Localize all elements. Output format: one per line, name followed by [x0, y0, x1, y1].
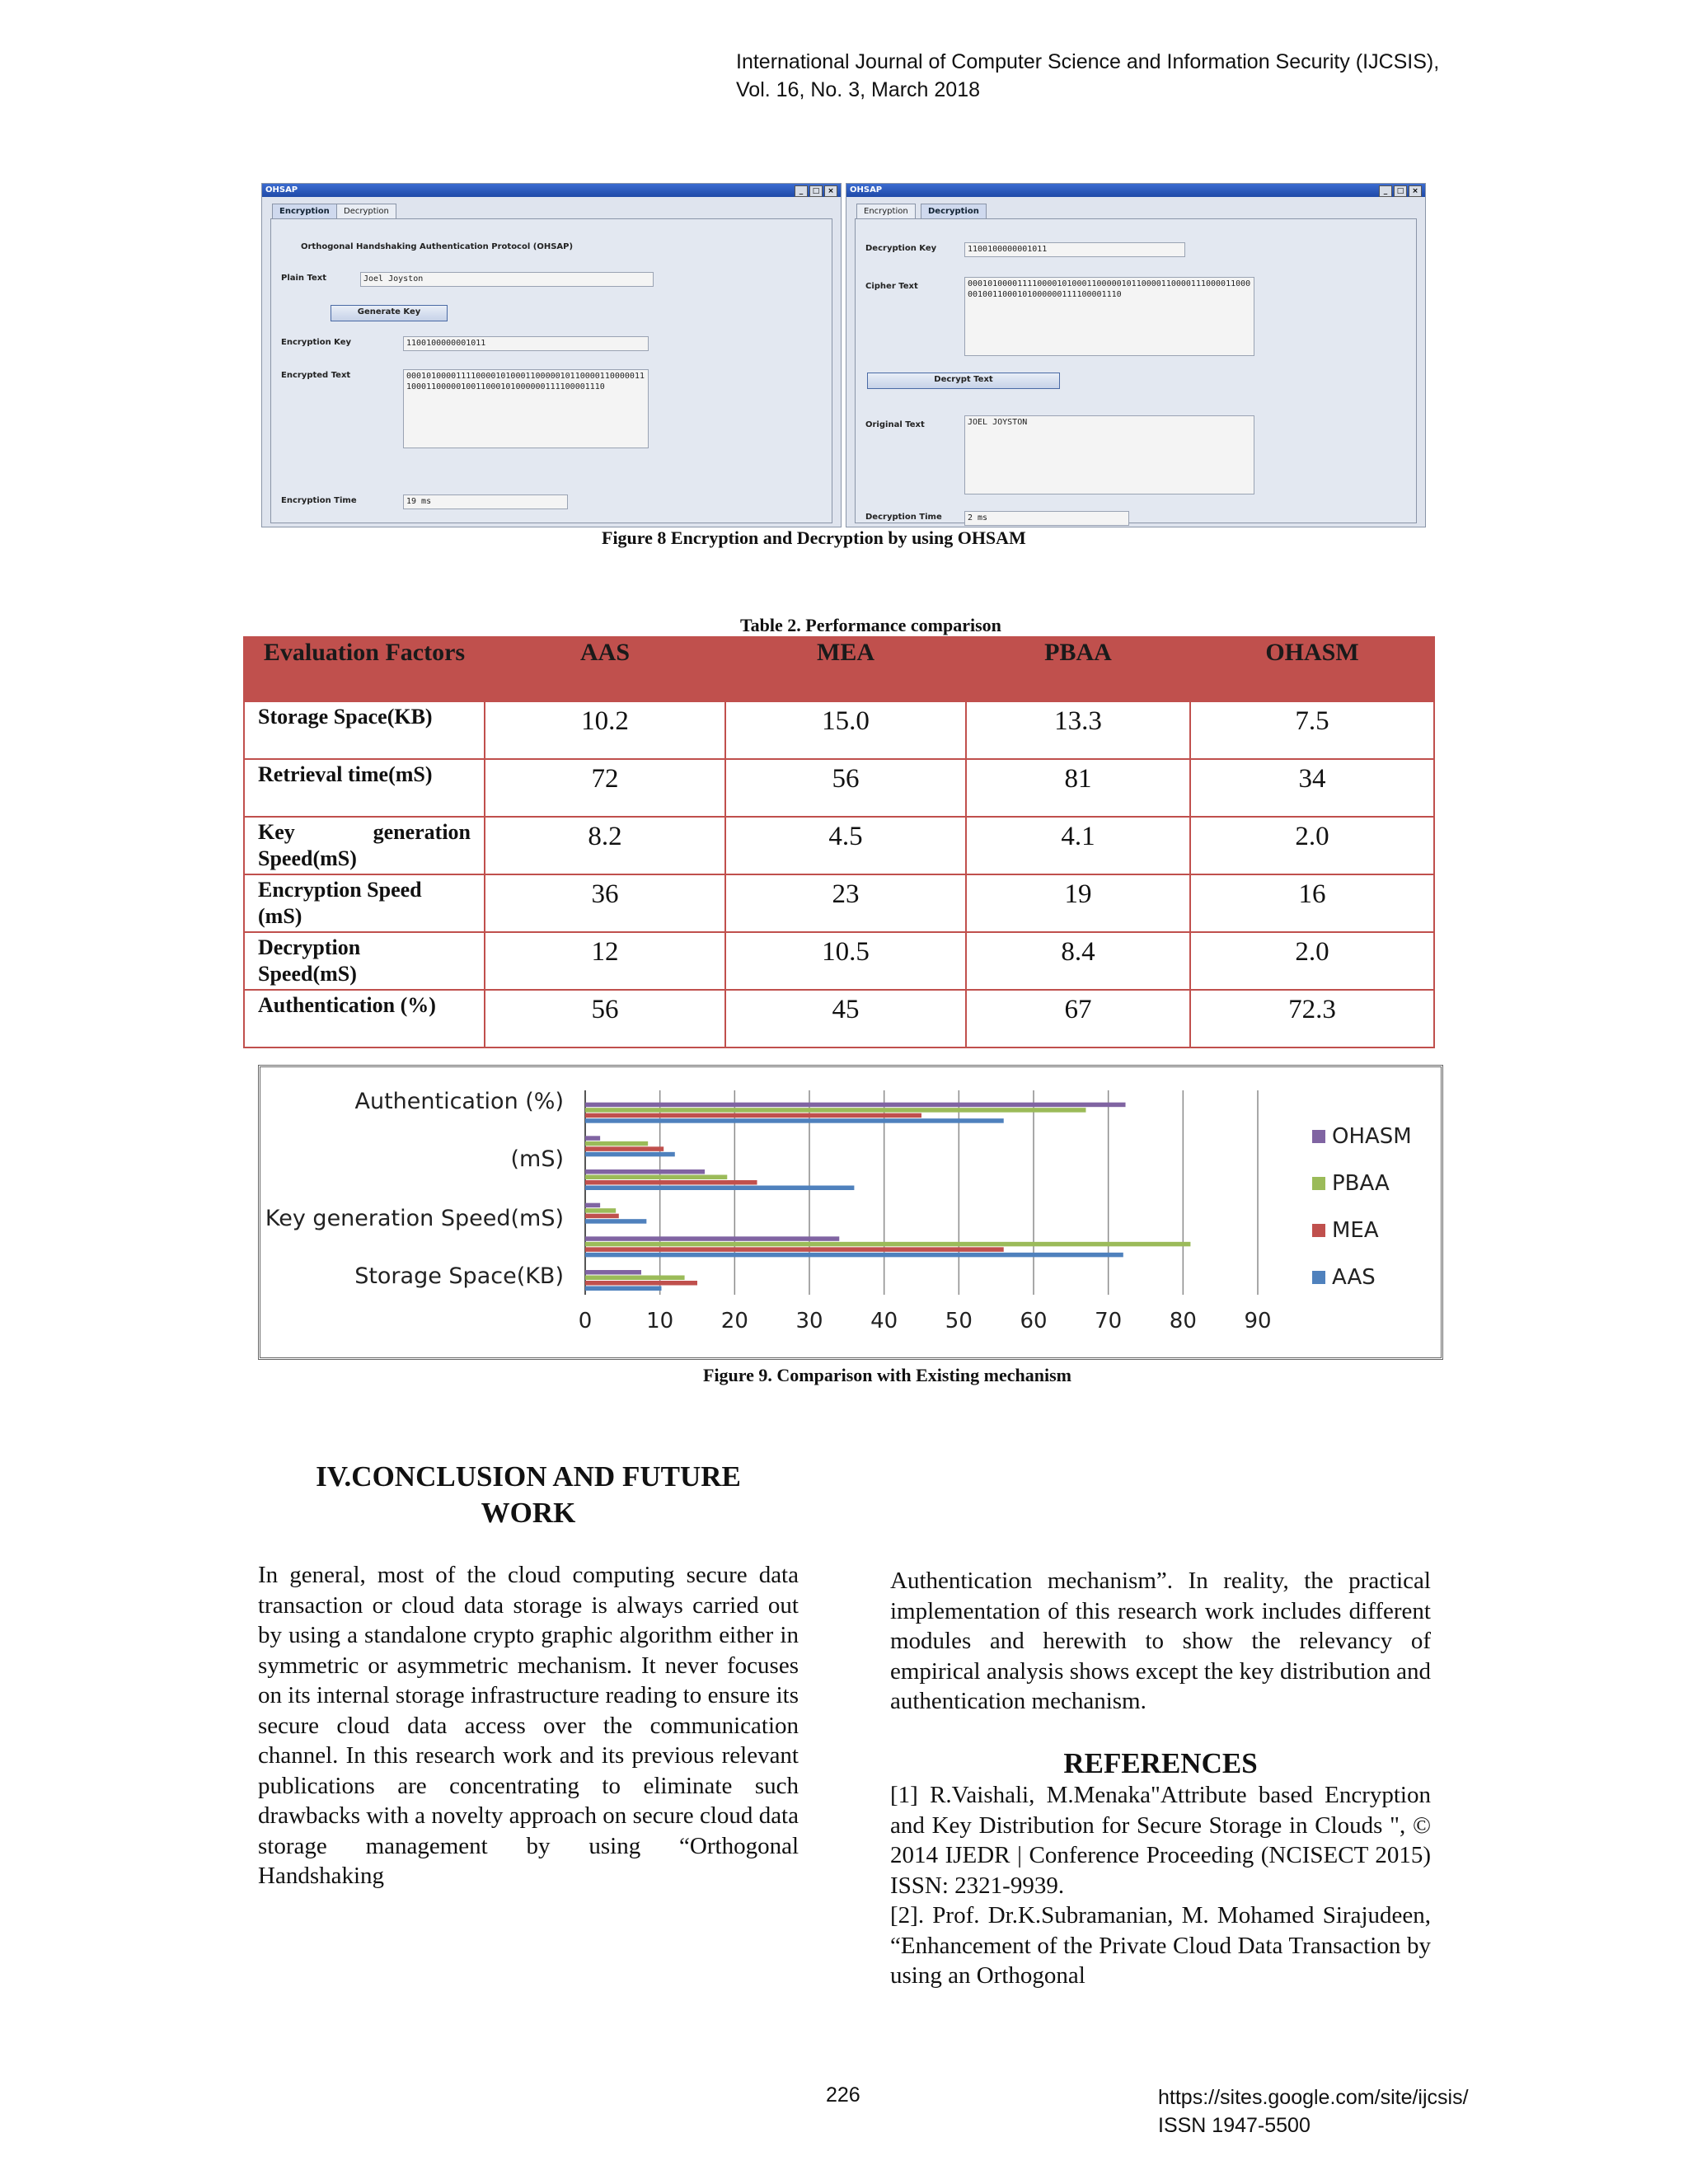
encrypted-text-label: Encrypted Text: [281, 371, 351, 380]
bar-ohasm: [585, 1169, 705, 1174]
bar-aas: [585, 1118, 1004, 1123]
maximize-icon[interactable]: □: [1394, 185, 1407, 197]
bar-mea: [585, 1180, 757, 1185]
plain-text-input[interactable]: Joel Joyston: [360, 272, 654, 287]
reference-1: [1] R.Vaishali, M.Menaka"Attribute based Encryption and Key Distribution for Secure Storage in Clouds ", © 2014 IJEDR | Conference Proceeding (NCISECT 2015) ISSN: 2321-9939.: [890, 1782, 1431, 1899]
journal-header: [736, 48, 1439, 104]
row-label-part: Decryption: [258, 935, 361, 959]
encryption-time-field[interactable]: 19 ms: [403, 494, 568, 509]
table-cell: 19: [966, 874, 1190, 932]
table-cell: 2.0: [1190, 932, 1434, 990]
performance-table: [243, 636, 1435, 1048]
decryption-time-label: Decryption Time: [865, 513, 942, 522]
protocol-heading: Orthogonal Handshaking Authentication Protocol (OHSAP): [301, 242, 574, 251]
close-icon[interactable]: ×: [1409, 185, 1422, 197]
footer-info: [1158, 2083, 1469, 2139]
window-titlebar: [262, 184, 841, 197]
bar-pbaa: [585, 1175, 727, 1180]
figure9-caption: Figure 9. Comparison with Existing mechanism: [703, 1365, 1071, 1385]
table-row: [244, 759, 1434, 817]
header-evaluation-factors: Evaluation Factors: [244, 637, 485, 701]
x-tick-label: 80: [1169, 1309, 1197, 1333]
conclusion-paragraph-right: Authentication mechanism”. In reality, the practical implementation of this research work includes different modules and herewith to show the relevancy of empirical analysis shows except the key distribution and authentication mechanism.: [890, 1568, 1431, 1714]
row-label-part: Encryption Speed: [258, 878, 422, 902]
y-category-label: (mS): [510, 1146, 564, 1172]
bar-aas: [585, 1152, 675, 1157]
legend-label: AAS: [1332, 1265, 1376, 1290]
conclusion-paragraph-left: In general, most of the cloud computing secure data transaction or cloud data storage is always carried out by using a standalone crypto graphic algorithm either in symmetric or asymmetric mechanism. It never focuses on its internal storage infrastructure reading to ensure its secure cloud data access over the communication channel. In this research work and its previous relevant publications are concentrating to eliminate such drawbacks with a novelty approach on secure cloud data storage management by using “Orthogonal Handshaking: [258, 1562, 799, 1889]
section-heading-line2: WORK: [481, 1497, 576, 1529]
bar-aas: [585, 1286, 661, 1291]
legend-label: PBAA: [1332, 1171, 1390, 1196]
close-icon[interactable]: ×: [824, 185, 837, 197]
row-label-part: generation: [373, 820, 471, 844]
table-cell: 67: [966, 990, 1190, 1047]
decryption-window: [846, 183, 1426, 527]
table-row: [244, 932, 1434, 990]
legend-swatch: [1312, 1130, 1325, 1143]
row-label-part: Key: [258, 820, 295, 844]
generate-key-button[interactable]: Generate Key: [331, 305, 448, 321]
plain-text-label: Plain Text: [281, 274, 327, 283]
row-label: Retrieval time(mS): [244, 759, 485, 817]
x-tick-label: 40: [870, 1309, 898, 1333]
bar-ohasm: [585, 1203, 600, 1208]
header-pbaa: PBAA: [966, 637, 1190, 701]
window-titlebar: [846, 184, 1425, 197]
row-label-part: Speed(mS): [258, 846, 357, 870]
row-label: [244, 817, 485, 874]
table-cell: 23: [725, 874, 966, 932]
bar-mea: [585, 1247, 1004, 1252]
tab-decryption[interactable]: Decryption: [921, 204, 987, 219]
window-title: OHSAP: [265, 185, 298, 194]
table-cell: 56: [725, 759, 966, 817]
original-text-area[interactable]: JOEL JOYSTON: [964, 415, 1254, 494]
table-header-row: [244, 637, 1434, 701]
decrypt-text-button[interactable]: Decrypt Text: [867, 373, 1060, 389]
tab-decryption[interactable]: Decryption: [336, 204, 396, 219]
x-tick-label: 0: [578, 1309, 593, 1333]
bar-pbaa: [585, 1276, 685, 1281]
legend-label: MEA: [1332, 1218, 1379, 1243]
comparison-chart-frame: [258, 1065, 1443, 1360]
header-ohasm: OHASM: [1190, 637, 1434, 701]
decryption-time-field[interactable]: 2 ms: [964, 511, 1129, 526]
table-cell: 16: [1190, 874, 1434, 932]
encryption-window: [261, 183, 842, 527]
x-tick-label: 30: [795, 1309, 823, 1333]
table-cell: 10.5: [725, 932, 966, 990]
minimize-icon[interactable]: _: [795, 185, 808, 197]
bar-pbaa: [585, 1208, 616, 1213]
figure8-caption: Figure 8 Encryption and Decryption by using OHSAM: [602, 527, 1026, 548]
row-label-part: (mS): [258, 904, 302, 928]
table-cell: 36: [485, 874, 725, 932]
cipher-text-label: Cipher Text: [865, 282, 918, 291]
table-cell: 81: [966, 759, 1190, 817]
table-cell: 72: [485, 759, 725, 817]
table-cell: 13.3: [966, 701, 1190, 759]
bar-mea: [585, 1146, 663, 1151]
bar-ohasm: [585, 1103, 1126, 1108]
section-heading: [258, 1459, 799, 1531]
table-cell: 2.0: [1190, 817, 1434, 874]
table-cell: 34: [1190, 759, 1434, 817]
row-label: Storage Space(KB): [244, 701, 485, 759]
row-label: [244, 874, 485, 932]
decryption-panel: [855, 218, 1417, 523]
legend-swatch: [1312, 1177, 1325, 1190]
encrypted-text-area[interactable]: 0001010000111100001010001100000101100001100000111000110000010011000101000000111100001110: [403, 369, 649, 448]
minimize-icon[interactable]: _: [1379, 185, 1392, 197]
bar-mea: [585, 1214, 619, 1219]
encryption-panel: [270, 218, 832, 523]
table-cell: 4.5: [725, 817, 966, 874]
table-cell: 10.2: [485, 701, 725, 759]
bar-mea: [585, 1281, 697, 1286]
encryption-time-label: Encryption Time: [281, 496, 357, 505]
legend-swatch: [1312, 1271, 1325, 1284]
x-tick-label: 20: [720, 1309, 748, 1333]
decryption-key-label: Decryption Key: [865, 244, 937, 253]
references-heading: REFERENCES: [1063, 1747, 1258, 1779]
table-cell: 45: [725, 990, 966, 1047]
table-cell: 72.3: [1190, 990, 1434, 1047]
table-row: [244, 990, 1434, 1047]
section-heading-line1: IV.CONCLUSION AND FUTURE: [316, 1460, 741, 1493]
header-aas: AAS: [485, 637, 725, 701]
bar-ohasm: [585, 1236, 839, 1241]
x-tick-label: 70: [1095, 1309, 1123, 1333]
table-row: [244, 817, 1434, 874]
encryption-key-field[interactable]: 1100100000001011: [403, 336, 649, 351]
window-title: OHSAP: [850, 185, 883, 194]
bar-aas: [585, 1219, 646, 1224]
reference-2: [2]. Prof. Dr.K.Subramanian, M. Mohamed Sirajudeen, “Enhancement of the Private Cloud Data Transaction by using an Orthogonal: [890, 1902, 1431, 1989]
bar-pbaa: [585, 1141, 648, 1146]
encryption-key-label: Encryption Key: [281, 338, 352, 347]
row-label: [244, 932, 485, 990]
bar-pbaa: [585, 1108, 1085, 1113]
table2-caption: Table 2. Performance comparison: [740, 615, 1001, 635]
table-cell: 15.0: [725, 701, 966, 759]
bar-mea: [585, 1113, 921, 1118]
decryption-key-field[interactable]: 1100100000001011: [964, 242, 1185, 257]
y-category-label: Storage Space(KB): [354, 1263, 564, 1289]
table-cell: 7.5: [1190, 701, 1434, 759]
row-label-part: Speed(mS): [258, 962, 357, 986]
x-tick-label: 60: [1020, 1309, 1048, 1333]
table-row: [244, 874, 1434, 932]
x-tick-label: 90: [1244, 1309, 1272, 1333]
cipher-text-area[interactable]: 0001010000111100001010001100000101100001100001110000110000010011000101000000111100001110: [964, 277, 1254, 356]
footer-issn: ISSN 1947-5500: [1158, 2114, 1311, 2137]
maximize-icon[interactable]: □: [809, 185, 823, 197]
table-cell: 4.1: [966, 817, 1190, 874]
comparison-chart: [260, 1067, 1441, 1357]
x-tick-label: 50: [945, 1309, 973, 1333]
bar-ohasm: [585, 1270, 641, 1275]
y-category-label: Key generation Speed(mS): [265, 1206, 564, 1231]
journal-header-line2: Vol. 16, No. 3, March 2018: [736, 78, 981, 101]
header-mea: MEA: [725, 637, 966, 701]
x-tick-label: 10: [646, 1309, 674, 1333]
bar-aas: [585, 1186, 854, 1191]
tab-encryption[interactable]: Encryption: [272, 204, 337, 219]
table-cell: 56: [485, 990, 725, 1047]
bar-pbaa: [585, 1242, 1190, 1247]
table-cell: 8.2: [485, 817, 725, 874]
legend-label: OHASM: [1332, 1124, 1412, 1149]
original-text-label: Original Text: [865, 420, 925, 429]
table-cell: 12: [485, 932, 725, 990]
tab-encryption[interactable]: Encryption: [856, 204, 916, 219]
legend-swatch: [1312, 1224, 1325, 1237]
table-row: [244, 701, 1434, 759]
bar-ohasm: [585, 1136, 600, 1141]
page-number: 226: [826, 2083, 860, 2107]
table-cell: 8.4: [966, 932, 1190, 990]
y-category-label: Authentication (%): [354, 1089, 564, 1114]
footer-url[interactable]: https://sites.google.com/site/ijcsis/: [1158, 2086, 1469, 2109]
bar-aas: [585, 1253, 1123, 1258]
journal-header-line1: International Journal of Computer Science and Information Security (IJCSIS),: [736, 50, 1440, 73]
row-label: Authentication (%): [244, 990, 485, 1047]
